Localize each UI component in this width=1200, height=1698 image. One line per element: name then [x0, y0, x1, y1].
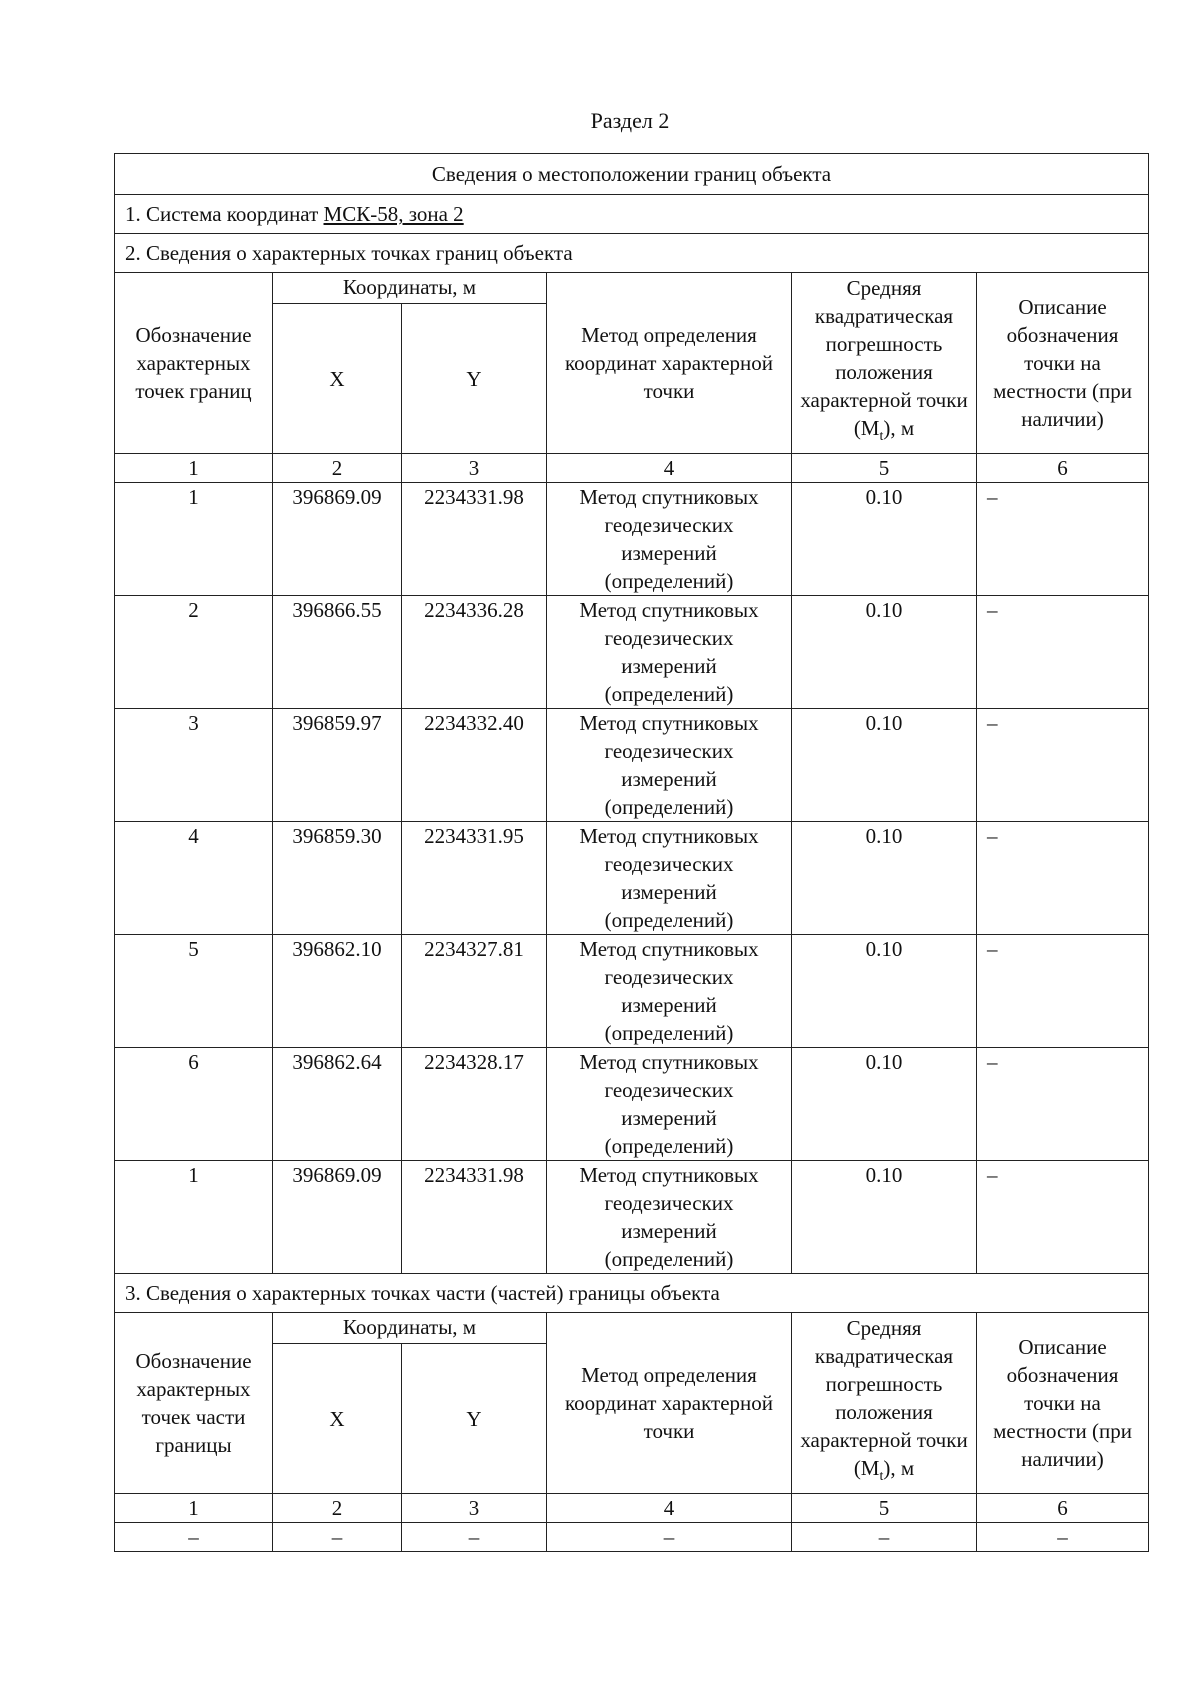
method: Метод спутниковых геодезических измерений (определений) — [547, 1048, 792, 1161]
coord-x: 396859.30 — [273, 822, 402, 935]
accuracy: 0.10 — [792, 935, 977, 1048]
table-row — [115, 1048, 1149, 1161]
coord-system-prefix: 1. Система координат — [125, 202, 324, 226]
accuracy: 0.10 — [792, 483, 977, 596]
header-method: Метод определения координат характерной точки — [547, 273, 792, 454]
coord-x: 396866.55 — [273, 596, 402, 709]
point-id: 4 — [115, 822, 273, 935]
method: Метод спутниковых геодезических измерений (определений) — [547, 709, 792, 822]
column-number: 4 — [547, 1494, 792, 1523]
header-x: X — [273, 1344, 402, 1494]
column-number: 4 — [547, 454, 792, 483]
column-number: 2 — [273, 1494, 402, 1523]
accuracy: 0.10 — [792, 709, 977, 822]
header-point: Обозначение характерных точек части границы — [115, 1313, 273, 1494]
point-id: 5 — [115, 935, 273, 1048]
section3-cell: – — [792, 1523, 977, 1552]
column-number: 1 — [115, 454, 273, 483]
table-row — [115, 709, 1149, 822]
coord-x: 396862.64 — [273, 1048, 402, 1161]
column-number: 3 — [402, 1494, 547, 1523]
description: – — [977, 709, 1149, 822]
table-row — [115, 483, 1149, 596]
header-x: X — [273, 304, 402, 454]
section3-cell: – — [402, 1523, 547, 1552]
coord-x: 396859.97 — [273, 709, 402, 822]
table-row — [115, 935, 1149, 1048]
coord-y: 2234327.81 — [402, 935, 547, 1048]
column-number: 5 — [792, 454, 977, 483]
column-number: 1 — [115, 1494, 273, 1523]
header-accuracy: Средняя квадратическая погрешность положения характерной точки $(M_t)$, м — [792, 273, 977, 454]
column-number: 2 — [273, 454, 402, 483]
accuracy: 0.10 — [792, 1048, 977, 1161]
method: Метод спутниковых геодезических измерений (определений) — [547, 935, 792, 1048]
coord-y: 2234332.40 — [402, 709, 547, 822]
method: Метод спутниковых геодезических измерений (определений) — [547, 822, 792, 935]
accuracy: 0.10 — [792, 822, 977, 935]
header-description: Описание обозначения точки на местности (при наличии) — [977, 1313, 1149, 1494]
table-row — [115, 596, 1149, 709]
column-number: 5 — [792, 1494, 977, 1523]
method: Метод спутниковых геодезических измерений (определений) — [547, 1161, 792, 1274]
table-row — [115, 822, 1149, 935]
point-id: 2 — [115, 596, 273, 709]
accuracy: 0.10 — [792, 1161, 977, 1274]
method: Метод спутниковых геодезических измерений (определений) — [547, 483, 792, 596]
coord-y: 2234331.95 — [402, 822, 547, 935]
header-point: Обозначение характерных точек границ — [115, 273, 273, 454]
accuracy: 0.10 — [792, 596, 977, 709]
section2-title: 2. Сведения о характерных точках границ объекта — [115, 234, 1149, 273]
column-number: 3 — [402, 454, 547, 483]
header-method: Метод определения координат характерной точки — [547, 1313, 792, 1494]
header-y: Y — [402, 1344, 547, 1494]
table-row — [115, 1523, 1149, 1552]
coord-y: 2234331.98 — [402, 483, 547, 596]
coord-x: 396869.09 — [273, 483, 402, 596]
point-id: 1 — [115, 1161, 273, 1274]
header-accuracy: Средняя квадратическая погрешность положения характерной точки $(M_t)$, м — [792, 1313, 977, 1494]
header-coords: Координаты, м — [273, 1313, 547, 1344]
description: – — [977, 483, 1149, 596]
section-title: Раздел 2 — [590, 108, 670, 133]
coord-y: 2234331.98 — [402, 1161, 547, 1274]
description: – — [977, 822, 1149, 935]
section3-title: 3. Сведения о характерных точках части (частей) границы объекта — [115, 1274, 1149, 1313]
coord-y: 2234336.28 — [402, 596, 547, 709]
coord-y: 2234328.17 — [402, 1048, 547, 1161]
coord-system — [115, 195, 1149, 234]
description: – — [977, 1161, 1149, 1274]
table-row — [115, 1161, 1149, 1274]
section3-cell: – — [547, 1523, 792, 1552]
column-number: 6 — [977, 454, 1149, 483]
table-title: Сведения о местоположении границ объекта — [115, 154, 1149, 195]
section3-cell: – — [273, 1523, 402, 1552]
column-number: 6 — [977, 1494, 1149, 1523]
coord-x: 396862.10 — [273, 935, 402, 1048]
header-y: Y — [402, 304, 547, 454]
header-description: Описание обозначения точки на местности (при наличии) — [977, 273, 1149, 454]
point-id: 1 — [115, 483, 273, 596]
coord-system-value: МСК-58, зона 2 — [323, 202, 464, 226]
description: – — [977, 935, 1149, 1048]
point-id: 3 — [115, 709, 273, 822]
section3-cell: – — [115, 1523, 273, 1552]
point-id: 6 — [115, 1048, 273, 1161]
coord-x: 396869.09 — [273, 1161, 402, 1274]
section3-cell: – — [977, 1523, 1149, 1552]
header-coords: Координаты, м — [273, 273, 547, 304]
description: – — [977, 1048, 1149, 1161]
description: – — [977, 596, 1149, 709]
method: Метод спутниковых геодезических измерений (определений) — [547, 596, 792, 709]
boundary-table — [114, 153, 1149, 1552]
